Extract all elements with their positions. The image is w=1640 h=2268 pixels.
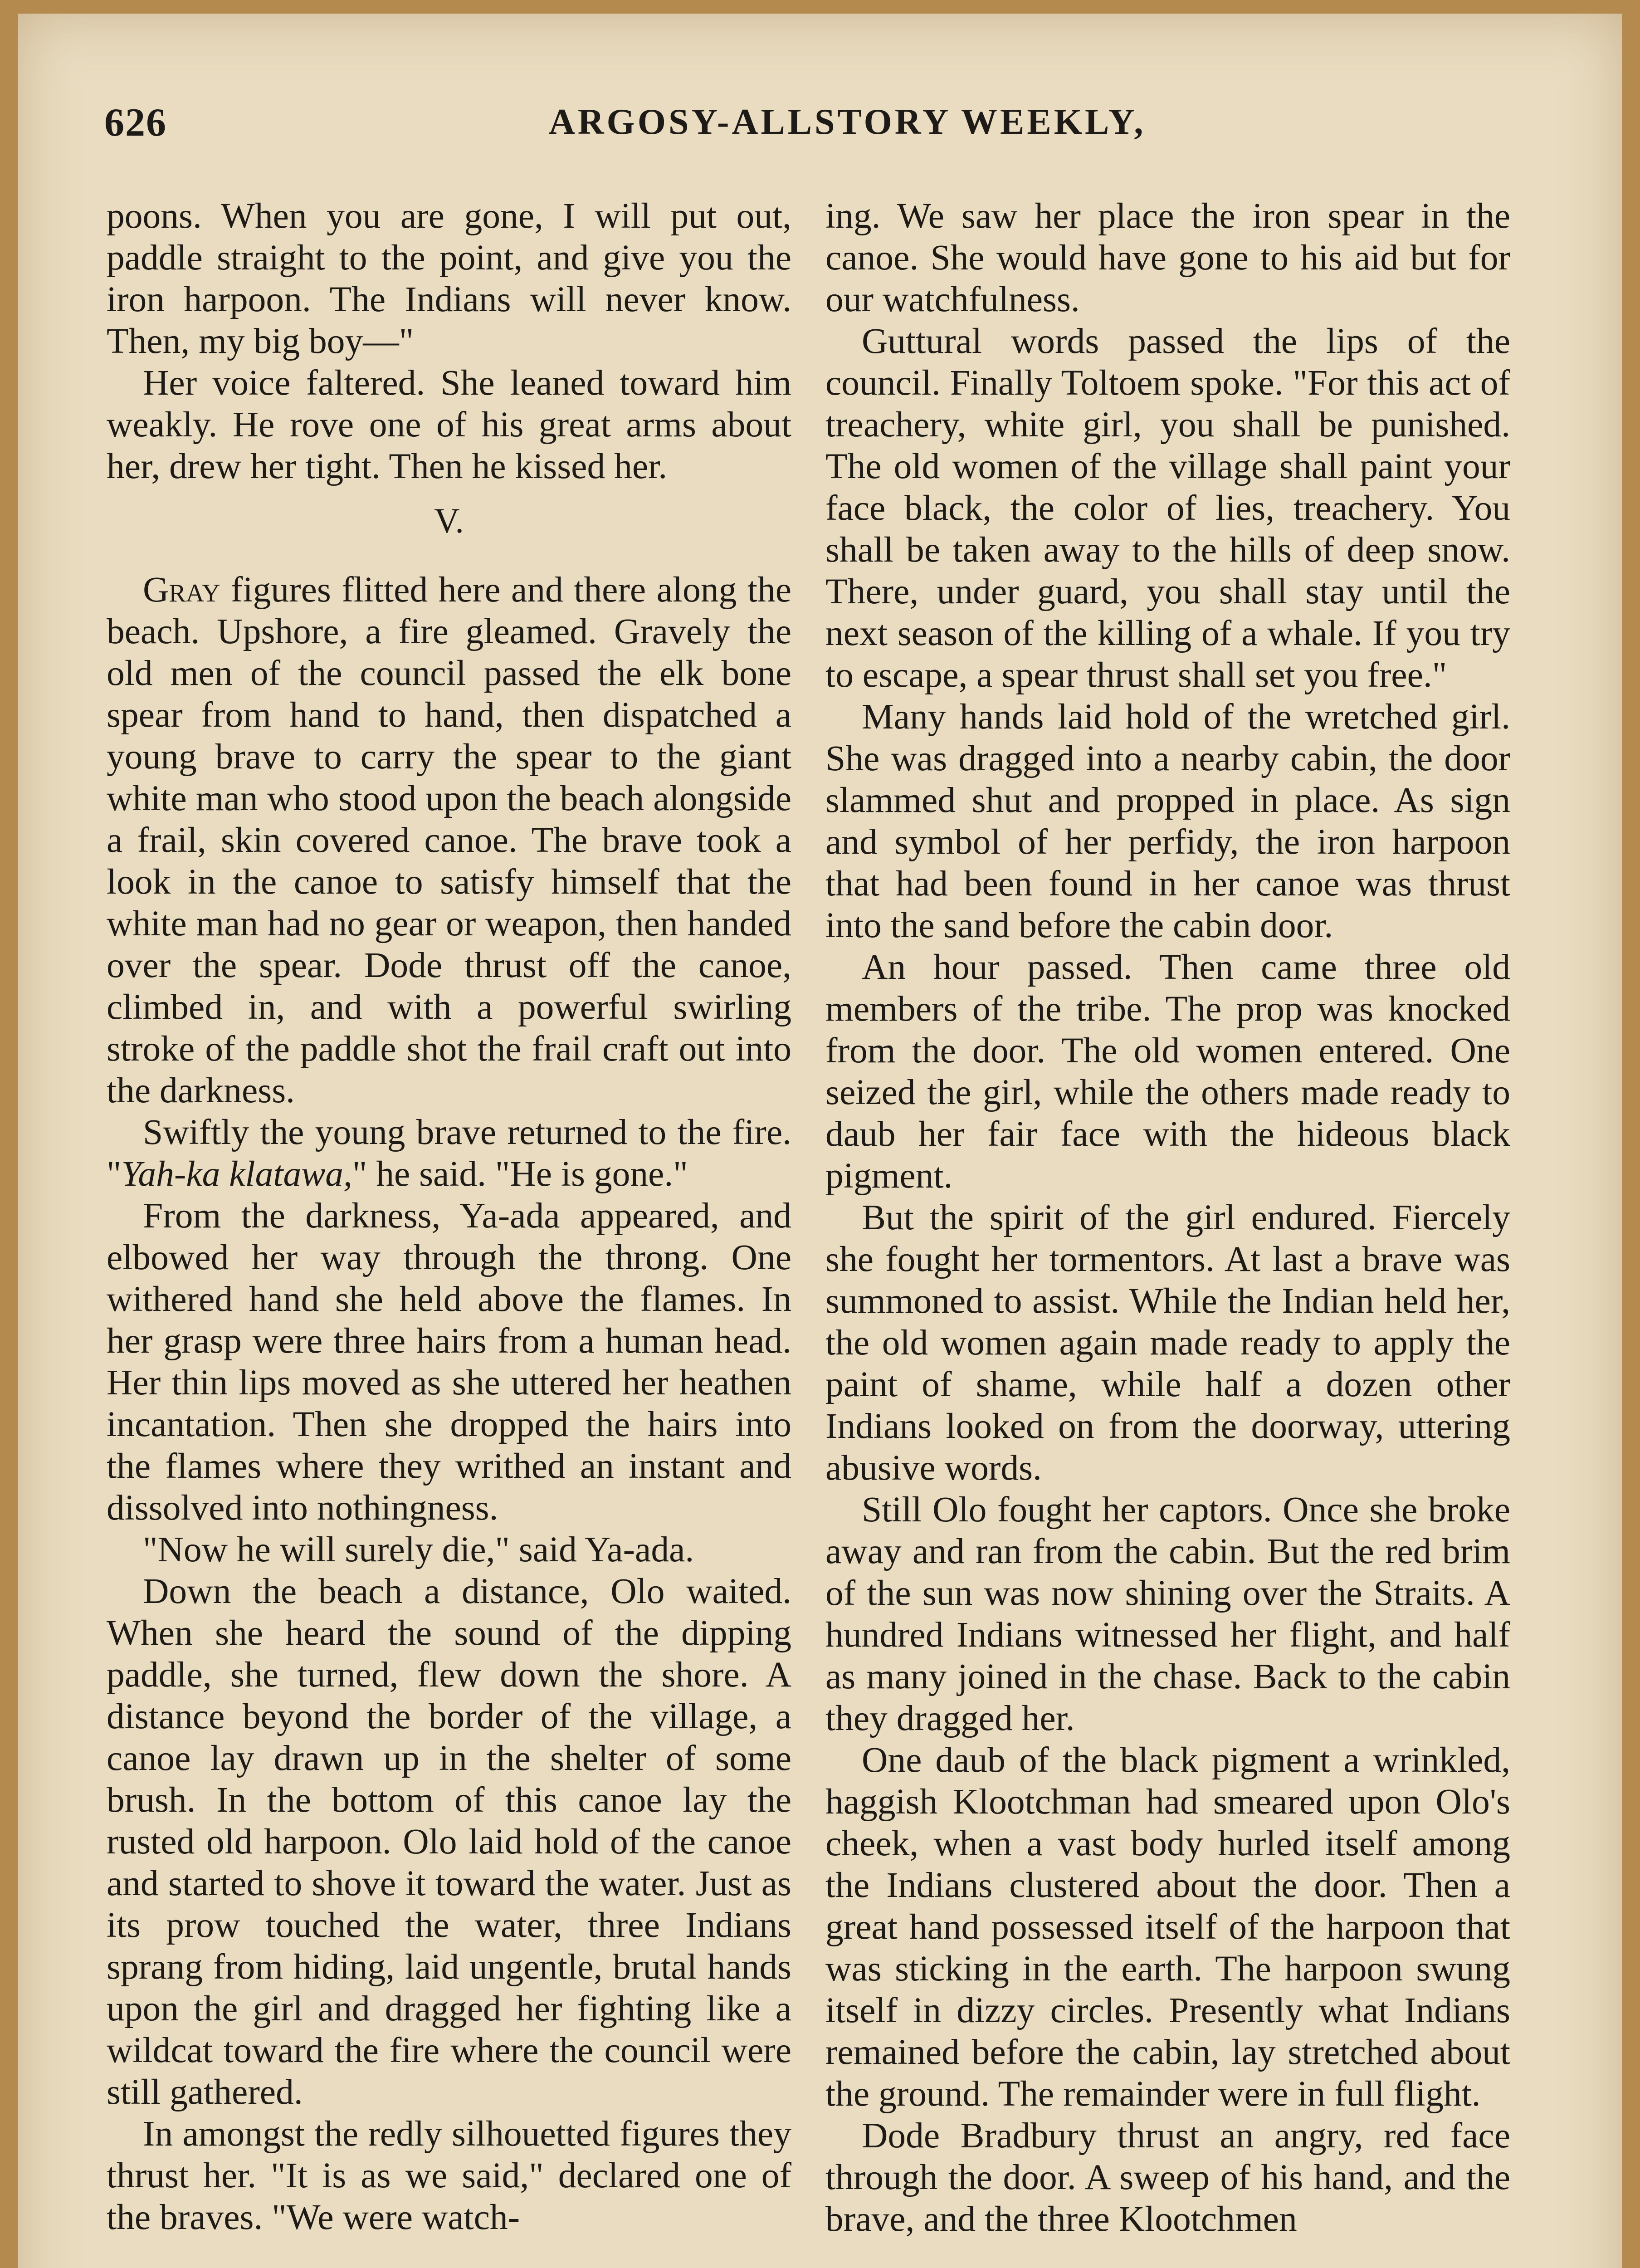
paragraph: Dode Bradbury thrust an angry, red face through the door. A sweep of his hand, and the brave, and the three Klootchmen [825,2116,1510,2239]
paragraph: "Now he will surely die," said Ya-ada. [143,1530,694,1569]
paragraph: One daub of the black pigment a wrinkled, haggish Klootchman had smeared upon Olo's cheek, when a vast body hurled itself among the Indians clustered about the door. Then a great hand possessed itself of the harpoon that was sticking in the earth. The harpoon swung itself in dizzy circles. Presently what Indians remained before the cabin, lay stretched about the ground. The remainder were in full flight. [825,1740,1510,2114]
paragraph: Her voice faltered. She leaned toward him weakly. He rove one of his great arms about her, drew her tight. Then he kissed her. [107,363,791,486]
paragraph: But the spirit of the girl endured. Fiercely she fought her tormentors. At last a brave was summoned to assist. While the Indian held her, the old women again made ready to apply the paint of shame, while half a dozen other Indians looked on from the doorway, uttering abusive words. [825,1198,1510,1488]
paragraph [107,569,791,1111]
paragraph [107,1111,791,1195]
left-column [107,195,791,2238]
paragraph: Many hands laid hold of the wretched girl. She was dragged into a nearby cabin, the door slammed shut and propped in place. As sign and symbol of her perfidy, the iron harpoon that had been found in her canoe was thrust into the sand before the cabin door. [825,697,1510,945]
right-column [825,195,1510,2240]
paragraph: Still Olo fought her captors. Once she broke away and ran from the cabin. But the red brim of the sun was now shining over the Straits. A hundred Indians witnessed her flight, and half as many joined in the chase. Back to the cabin they dragged her. [825,1490,1510,1738]
paragraph-text: " he said. "He is gone." [352,1154,688,1194]
paragraph: Down the beach a distance, Olo waited. When she heard the sound of the dipping paddle, she turned, flew down the shore. A distance beyond the border of the village, a canoe lay drawn up in the shelter of some brush. In the bottom of this canoe lay the rusted old harpoon. Olo laid hold of the canoe and started to shove it toward the water. Just as its prow touched the water, three Indians sprang from hiding, laid ungentle, brutal hands upon the girl and dragged her fighting like a wildcat toward the fire where the council were still gathered. [107,1571,791,2112]
magazine-page [18,14,1622,2268]
page-number: 626 [104,101,167,145]
drop-lead-word: Gray [143,570,220,610]
paragraph: poons. When you are gone, I will put out, paddle straight to the point, and give you the iron harpoon. The Indians will never know. Then, my big boy—" [107,196,791,361]
paragraph-text: Swiftly the young brave returned to the fire. " [107,1112,791,1194]
italic-phrase: Yah-ka klatawa, [121,1154,352,1194]
paragraph: In amongst the redly silhouetted figures they thrust her. "It is as we said," declared one of the braves. "We were watch- [107,2114,791,2237]
paragraph: ing. We saw her place the iron spear in the canoe. She would have gone to his aid but for our watchfulness. [825,196,1510,319]
paragraph: From the darkness, Ya-ada appeared, and elbowed her way through the throng. One withered hand she held above the flames. In her grasp were three hairs from a human head. Her thin lips moved as she uttered her heathen incantation. Then she dropped the hairs into the flames where they writhed an instant and dissolved into nothingness. [107,1196,791,1528]
paragraph: An hour passed. Then came three old members of the tribe. The prop was knocked from the door. The old women entered. One seized the girl, while the others made ready to daub her fair face with the hideous black pigment. [825,947,1510,1196]
running-head: ARGOSY-ALLSTORY WEEKLY, [549,102,1146,142]
paragraph: Guttural words passed the lips of the council. Finally Toltoem spoke. "For this act of treachery, white girl, you shall be punished. The old women of the village shall paint your face black, the color of lies, treachery. You shall be taken away to the hills of deep snow. There, under guard, you shall stay until the next season of the killing of a whale. If you try to escape, a spear thrust shall set you free." [825,321,1510,695]
page-header [104,100,1556,168]
section-heading: V. [434,501,464,540]
paragraph-text: figures flitted here and there along the beach. Upshore, a fire gleamed. Gravely the old men of the council passed the elk bone spear from hand to hand, then dispatched a young brave to carry the spear to the giant white man who stood upon the beach alongside a frail, skin covered canoe. The brave took a look in the canoe to satisfy himself that the white man had no gear or weapon, then handed over the spear. Dode thrust off the canoe, climbed in, and with a powerful swirling stroke of the paddle shot the frail craft out into the darkness. [107,570,791,1110]
